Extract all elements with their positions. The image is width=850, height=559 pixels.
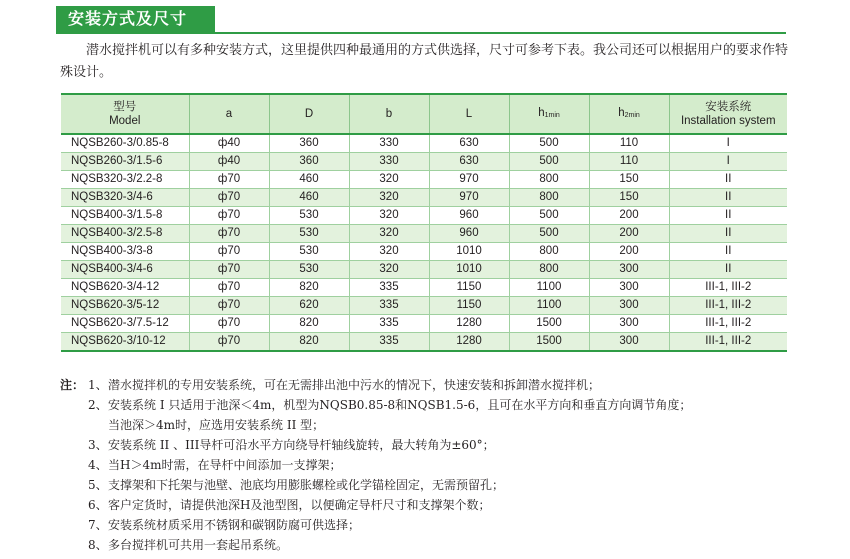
intro-text: 潜水搅拌机可以有多种安装方式，这里提供四种最通用的方式供选择，尺寸可参考下表。我公司还可以根据用户的要求作特殊设计。 <box>60 43 789 80</box>
cell-h1min: 500 <box>509 225 589 243</box>
cell-L: 960 <box>429 225 509 243</box>
cell-L: 970 <box>429 189 509 207</box>
cell-D: 530 <box>269 243 349 261</box>
cell-installation-system: II <box>669 189 787 207</box>
notes-label: 注： <box>60 378 85 392</box>
cell-b: 335 <box>349 315 429 333</box>
notes-section <box>60 375 800 555</box>
table-row <box>61 243 787 261</box>
header-installation-system: 安装系统 Installation system <box>669 94 787 134</box>
cell-D: 530 <box>269 225 349 243</box>
note-item <box>60 455 800 475</box>
cell-h2min: 300 <box>589 261 669 279</box>
cell-h1min: 500 <box>509 207 589 225</box>
cell-a: ф70 <box>189 279 269 297</box>
cell-b: 330 <box>349 134 429 153</box>
cell-h2min: 200 <box>589 207 669 225</box>
note-item <box>60 375 800 395</box>
cell-model: NQSB400-3/2.5-8 <box>61 225 189 243</box>
cell-D: 620 <box>269 297 349 315</box>
title-underline <box>56 32 786 34</box>
cell-h1min: 1100 <box>509 297 589 315</box>
cell-a: ф70 <box>189 225 269 243</box>
cell-h2min: 200 <box>589 225 669 243</box>
cell-h2min: 300 <box>589 315 669 333</box>
cell-b: 320 <box>349 243 429 261</box>
header-L: L <box>429 94 509 134</box>
cell-L: 630 <box>429 134 509 153</box>
note-number: 7、 <box>88 518 108 532</box>
cell-L: 1280 <box>429 315 509 333</box>
note-number: 4、 <box>88 458 108 472</box>
cell-installation-system: III-1, III-2 <box>669 297 787 315</box>
spec-table <box>61 93 787 352</box>
table-header-row <box>61 94 787 134</box>
cell-D: 820 <box>269 333 349 352</box>
cell-b: 320 <box>349 261 429 279</box>
note-number: 6、 <box>88 498 108 512</box>
cell-L: 1280 <box>429 333 509 352</box>
cell-D: 460 <box>269 171 349 189</box>
cell-b: 320 <box>349 189 429 207</box>
header-b: b <box>349 94 429 134</box>
cell-installation-system: III-1, III-2 <box>669 333 787 352</box>
cell-D: 360 <box>269 153 349 171</box>
cell-b: 335 <box>349 279 429 297</box>
section-title: 安装方式及尺寸 <box>56 6 215 32</box>
cell-a: ф70 <box>189 207 269 225</box>
note-text: 安装系统 I 只适用于池深＜4m，机型为NQSB0.85-8和NQSB1.5-6，且可在水平方向和垂直方向调节角度； <box>108 398 692 412</box>
cell-model: NQSB320-3/2.2-8 <box>61 171 189 189</box>
cell-installation-system: I <box>669 153 787 171</box>
cell-D: 460 <box>269 189 349 207</box>
cell-b: 335 <box>349 333 429 352</box>
cell-installation-system: II <box>669 261 787 279</box>
cell-h2min: 150 <box>589 189 669 207</box>
table-row <box>61 315 787 333</box>
cell-L: 1010 <box>429 243 509 261</box>
table-row <box>61 297 787 315</box>
note-text: 安装系统材质采用不锈钢和碳钢防腐可供选择； <box>108 518 361 532</box>
header-h1min: $h_{1min}$ <box>509 94 589 134</box>
note-number: 3、 <box>88 438 108 452</box>
cell-installation-system: II <box>669 225 787 243</box>
note-item <box>60 435 800 455</box>
cell-model: NQSB400-3/4-6 <box>61 261 189 279</box>
cell-h1min: 1100 <box>509 279 589 297</box>
cell-h2min: 300 <box>589 333 669 352</box>
cell-installation-system: II <box>669 243 787 261</box>
note-item <box>60 515 800 535</box>
note-text: 当H＞4m时需，在导杆中间添加一支撑架； <box>108 458 342 472</box>
cell-h2min: 200 <box>589 243 669 261</box>
cell-b: 330 <box>349 153 429 171</box>
cell-L: 1150 <box>429 279 509 297</box>
cell-a: ф70 <box>189 189 269 207</box>
cell-h1min: 1500 <box>509 315 589 333</box>
note-item <box>60 475 800 495</box>
cell-h2min: 300 <box>589 279 669 297</box>
cell-D: 530 <box>269 261 349 279</box>
cell-b: 320 <box>349 225 429 243</box>
cell-model: NQSB320-3/4-6 <box>61 189 189 207</box>
cell-installation-system: III-1, III-2 <box>669 315 787 333</box>
table-row <box>61 261 787 279</box>
cell-a: ф70 <box>189 261 269 279</box>
cell-h1min: 800 <box>509 189 589 207</box>
note-number: 2、 <box>88 398 108 412</box>
cell-b: 335 <box>349 297 429 315</box>
cell-h2min: 110 <box>589 134 669 153</box>
cell-h2min: 110 <box>589 153 669 171</box>
cell-a: ф40 <box>189 153 269 171</box>
table-row <box>61 279 787 297</box>
header-D: D <box>269 94 349 134</box>
note-text: 多台搅拌机可共用一套起吊系统。 <box>108 538 289 552</box>
cell-a: ф70 <box>189 243 269 261</box>
note-item <box>60 395 800 415</box>
cell-b: 320 <box>349 171 429 189</box>
cell-model: NQSB260-3/1.5-6 <box>61 153 189 171</box>
cell-h1min: 800 <box>509 261 589 279</box>
cell-installation-system: II <box>669 171 787 189</box>
table-row <box>61 207 787 225</box>
note-text: 潜水搅拌机的专用安装系统，可在无需排出池中污水的情况下，快速安装和拆卸潜水搅拌机； <box>108 378 601 392</box>
note-text: 支撑架和下托架与池壁、池底均用膨胀螺栓或化学锚栓固定，无需预留孔； <box>108 478 505 492</box>
cell-a: ф70 <box>189 315 269 333</box>
cell-D: 820 <box>269 315 349 333</box>
header-a: a <box>189 94 269 134</box>
cell-installation-system: III-1, III-2 <box>669 279 787 297</box>
note-number: 5、 <box>88 478 108 492</box>
note-text: 客户定货时，请提供池深H及池型图，以便确定导杆尺寸和支撑架个数； <box>108 498 491 512</box>
cell-model: NQSB620-3/7.5-12 <box>61 315 189 333</box>
table-row <box>61 189 787 207</box>
cell-L: 1010 <box>429 261 509 279</box>
note-item <box>60 495 800 515</box>
cell-L: 630 <box>429 153 509 171</box>
cell-D: 360 <box>269 134 349 153</box>
header-model: 型号 Model <box>61 94 189 134</box>
table-row <box>61 225 787 243</box>
cell-a: ф40 <box>189 134 269 153</box>
table-row <box>61 171 787 189</box>
cell-a: ф70 <box>189 171 269 189</box>
header-h2min: $h_{2min}$ <box>589 94 669 134</box>
note-number: 8、 <box>88 538 108 552</box>
cell-h2min: 300 <box>589 297 669 315</box>
note-number: 1、 <box>88 378 108 392</box>
cell-h1min: 500 <box>509 153 589 171</box>
cell-h1min: 500 <box>509 134 589 153</box>
cell-model: NQSB260-3/0.85-8 <box>61 134 189 153</box>
intro-paragraph <box>60 40 790 84</box>
cell-model: NQSB400-3/3-8 <box>61 243 189 261</box>
note-continuation: 当池深＞4m时，应选用安装系统 II 型； <box>108 418 325 432</box>
cell-model: NQSB620-3/10-12 <box>61 333 189 352</box>
table-row <box>61 333 787 352</box>
cell-b: 320 <box>349 207 429 225</box>
cell-D: 820 <box>269 279 349 297</box>
cell-h1min: 1500 <box>509 333 589 352</box>
cell-installation-system: I <box>669 134 787 153</box>
table-row <box>61 153 787 171</box>
cell-a: ф70 <box>189 333 269 352</box>
cell-model: NQSB400-3/1.5-8 <box>61 207 189 225</box>
cell-model: NQSB620-3/4-12 <box>61 279 189 297</box>
cell-D: 530 <box>269 207 349 225</box>
cell-model: NQSB620-3/5-12 <box>61 297 189 315</box>
cell-L: 960 <box>429 207 509 225</box>
cell-h1min: 800 <box>509 243 589 261</box>
cell-a: ф70 <box>189 297 269 315</box>
note-item <box>60 535 800 555</box>
note-text: 安装系统 II 、III导杆可沿水平方向绕导杆轴线旋转，最大转角为±60°； <box>108 438 495 452</box>
cell-L: 1150 <box>429 297 509 315</box>
table-row <box>61 134 787 153</box>
cell-h1min: 800 <box>509 171 589 189</box>
cell-L: 970 <box>429 171 509 189</box>
cell-installation-system: II <box>669 207 787 225</box>
cell-h2min: 150 <box>589 171 669 189</box>
